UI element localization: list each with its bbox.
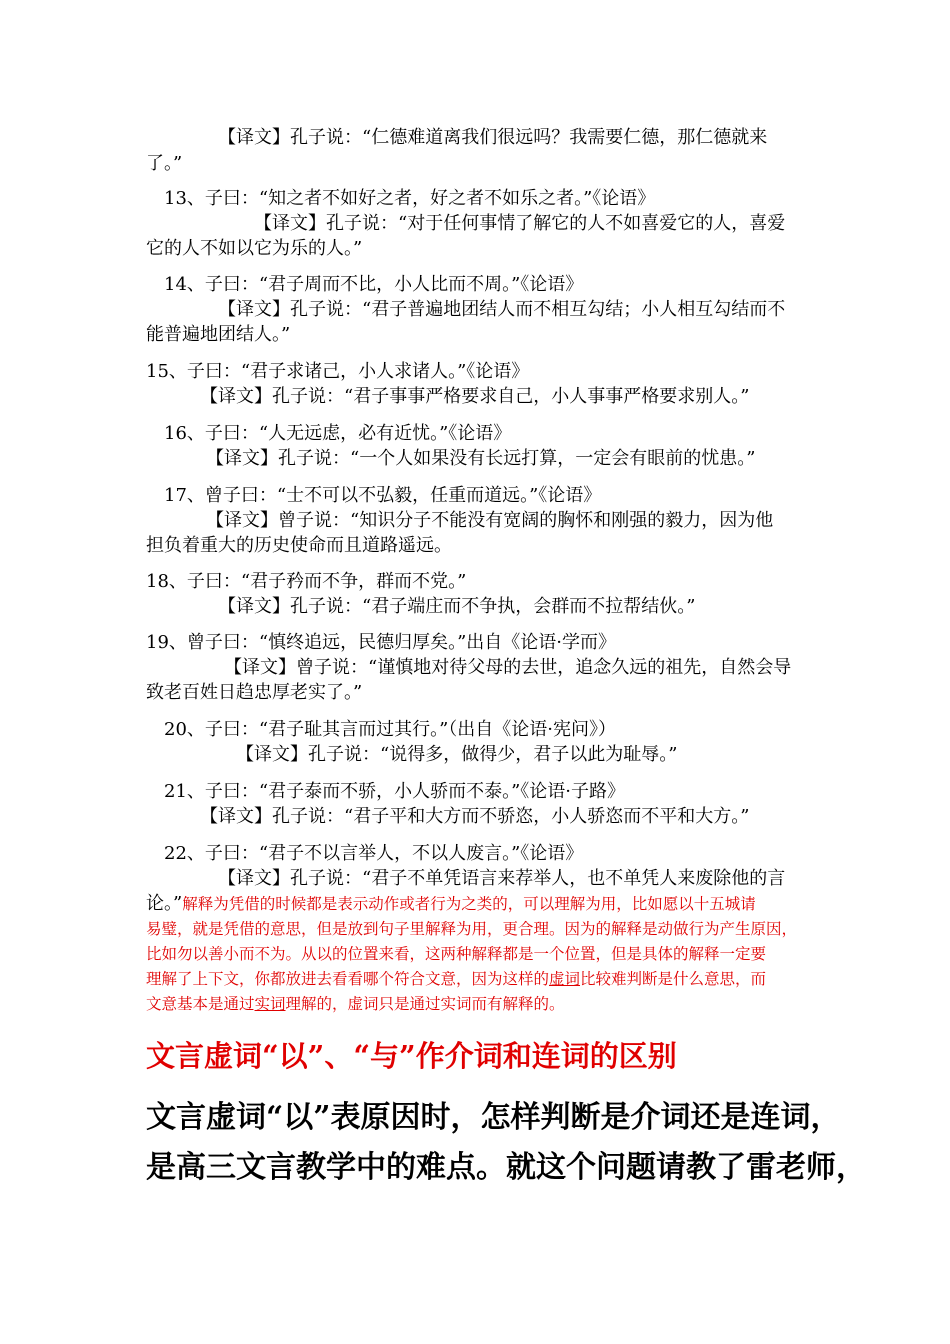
quote-line: 18、子曰：“君子矜而不争，群而不党。” [146, 571, 467, 592]
quote-line: 19、曾子曰：“慎终追远，民德归厚矣。”出自《论语·学而》 [146, 632, 617, 653]
translation-line: 了。” [146, 153, 183, 174]
translation-line: 【译文】孔子说：“君子不单凭语言来荐举人，也不单凭人来废除他的言 [218, 868, 786, 889]
quote-line: 13、子曰：“知之者不如好之者，好之者不如乐之者。”《论语》 [164, 188, 656, 209]
quote-line: 20、子曰：“君子耻其言而过其行。”（出自《论语·宪问》） [164, 719, 617, 740]
underlined-term: 虚词 [549, 970, 581, 988]
translation-line: 担负着重大的历史使命而且道路遥远。 [146, 535, 452, 556]
translation-end: 论。” [146, 893, 183, 914]
translation-line: 致老百姓日趋忠厚老实了。” [146, 682, 363, 703]
red-note-text: 文意基本是通过 [146, 995, 255, 1013]
section-heading: 文言虚词“以”、“与”作介词和连词的区别 [146, 1039, 677, 1073]
translation-line: 【译文】孔子说：“说得多，做得少，君子以此为耻辱。” [236, 744, 678, 765]
body-paragraph-line: 是高三文言教学中的难点。就这个问题请教了雷老师， [146, 1150, 866, 1185]
body-paragraph-line: 文言虚词“以”表原因时，怎样判断是介词还是连词， [146, 1100, 841, 1135]
translation-line: 【译文】曾子说：“知识分子不能没有宽阔的胸怀和刚强的毅力，因为他 [206, 510, 774, 531]
underlined-term: 实词 [254, 995, 286, 1013]
translation-line: 【译文】孔子说：“君子事事严格要求自己，小人事事严格要求别人。” [200, 386, 750, 407]
red-note-line [146, 967, 766, 991]
red-note-text: 比较难判断是什么意思，而 [580, 970, 767, 988]
quote-line: 16、子曰：“人无远虑，必有近忧。”《论语》 [164, 423, 512, 444]
red-note-line: 易璧，就是凭借的意思，但是放到句子里解释为用，更合理。因为的解释是动做行为产生原因， [146, 920, 798, 938]
translation-line: 【译文】曾子说：“谨慎地对待父母的去世，追念久远的祖先，自然会导 [224, 657, 792, 678]
translation-line: 【译文】孔子说：“一个人如果没有长远打算，一定会有眼前的忧患。” [206, 448, 756, 469]
red-note-line: 比如勿以善小而不为。从以的位置来看，这两种解释都是一个位置，但是具体的解释一定要 [146, 945, 767, 963]
quote-line: 14、子曰：“君子周而不比，小人比而不周。”《论语》 [164, 274, 584, 295]
quote-line: 15、子曰：“君子求诸己，小人求诸人。”《论语》 [146, 361, 530, 382]
red-note: 解释为凭借的时候都是表示动作或者行为之类的，可以理解为用，比如愿以十五城请 [182, 895, 756, 913]
red-note-text: 理解了上下文，你都放进去看看哪个符合文意，因为这样的 [146, 970, 550, 988]
red-note-text: 理解的，虚词只是通过实词而有解释的。 [285, 995, 565, 1013]
quote-line: 22、子曰：“君子不以言举人，不以人废言。”《论语》 [164, 843, 584, 864]
translation-line: 【译文】孔子说：“君子平和大方而不骄恣，小人骄恣而不平和大方。” [200, 806, 750, 827]
quote-line: 21、子曰：“君子泰而不骄，小人骄而不泰。”《论语·子路》 [164, 781, 626, 802]
note-line [146, 892, 756, 916]
translation-line: 它的人不如以它为乐的人。” [146, 238, 363, 259]
translation-line: 【译文】孔子说：“君子普遍地团结人而不相互勾结；小人相互勾结而不 [218, 299, 786, 320]
translation-line: 【译文】孔子说：“君子端庄而不争执，会群而不拉帮结伙。” [218, 596, 696, 617]
red-note-line [146, 992, 565, 1016]
quote-line: 17、曾子曰：“士不可以不弘毅，任重而道远。”《论语》 [164, 485, 602, 506]
translation-line: 【译文】孔子说：“对于任何事情了解它的人不如喜爱它的人，喜爱 [254, 213, 786, 234]
translation-line: 能普遍地团结人。” [146, 324, 291, 345]
translation-line: 【译文】孔子说：“仁德难道离我们很远吗？我需要仁德，那仁德就来 [218, 127, 768, 148]
